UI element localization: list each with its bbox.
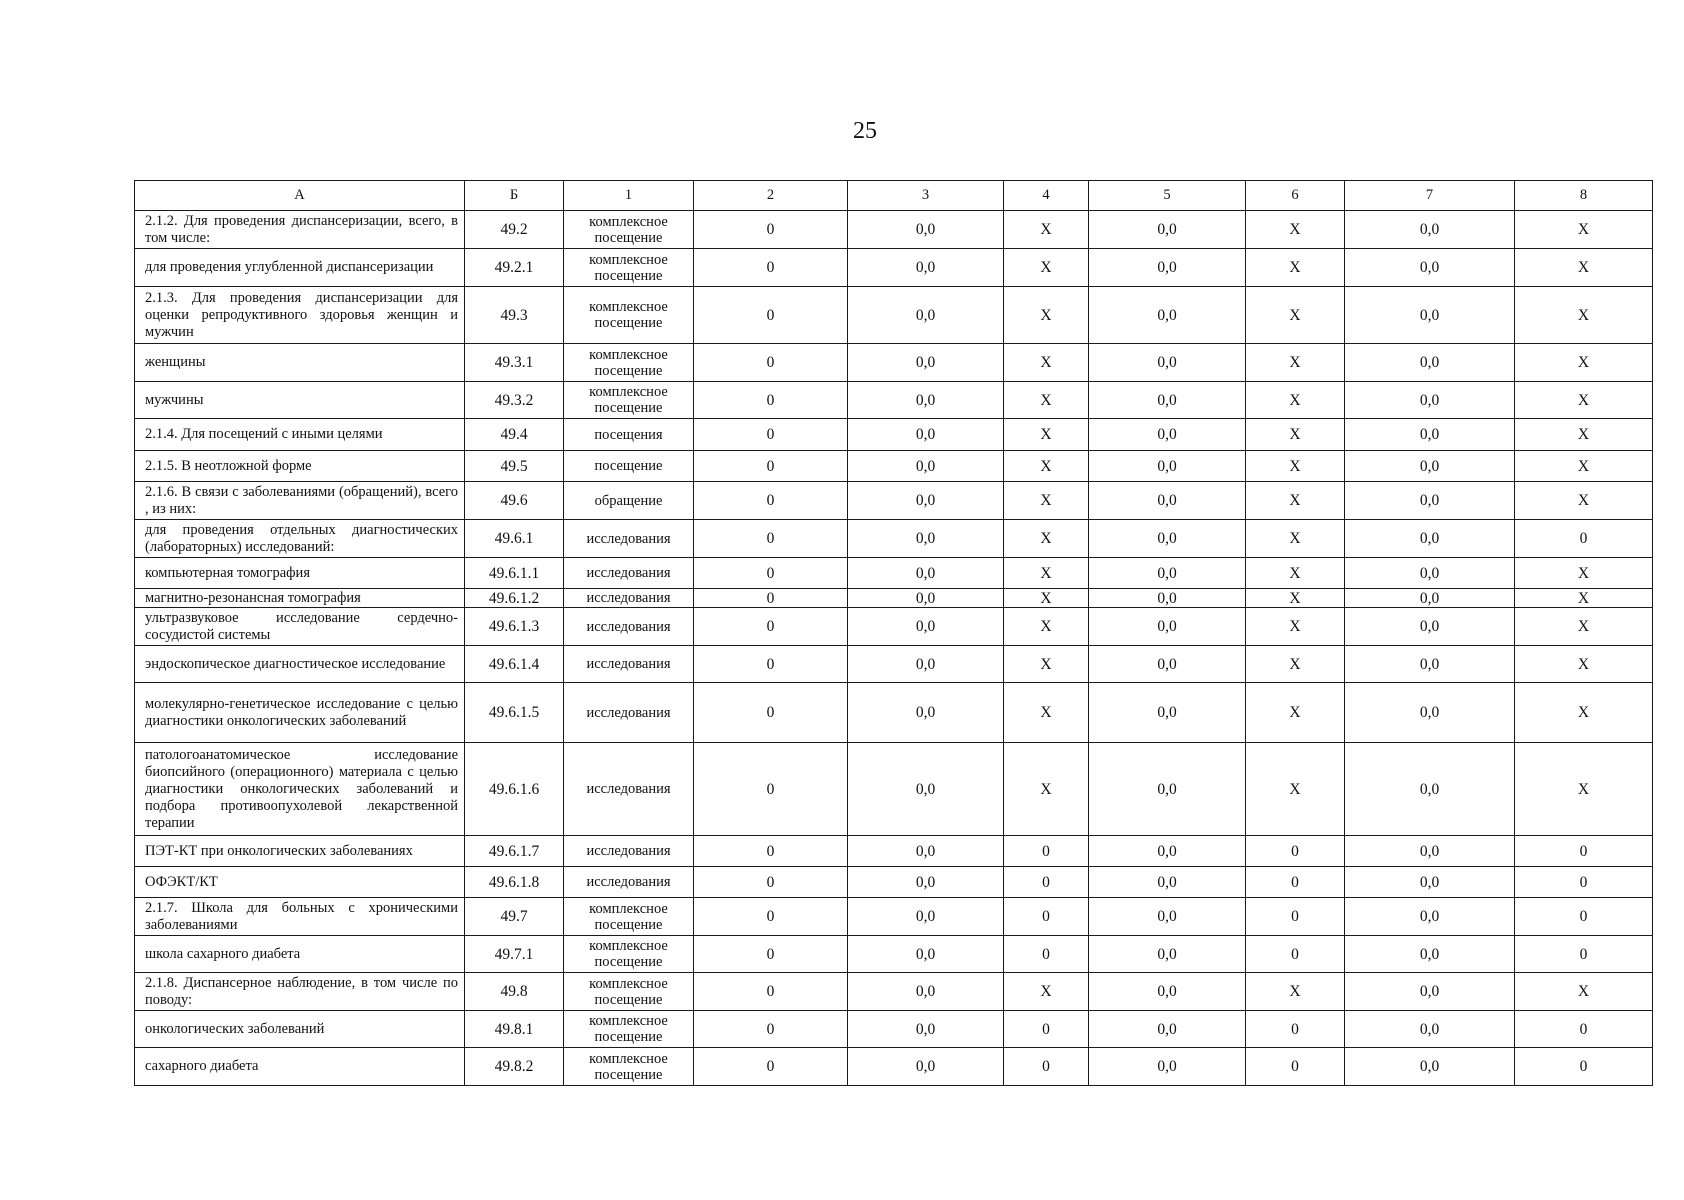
table-row: [135, 973, 1653, 1011]
col4-cell: X: [1004, 419, 1089, 451]
col8-cell: 0: [1515, 898, 1653, 936]
col3-cell: 0,0: [848, 867, 1004, 898]
col5-cell: 0,0: [1089, 683, 1246, 743]
table-row: [135, 608, 1653, 646]
col5-cell: 0,0: [1089, 451, 1246, 482]
col6-cell: X: [1246, 451, 1345, 482]
col4-cell: 0: [1004, 1048, 1089, 1086]
col4-cell: X: [1004, 287, 1089, 344]
row-code-cell: 49.6.1.5: [465, 683, 564, 743]
col5-cell: 0,0: [1089, 936, 1246, 973]
col8-cell: X: [1515, 646, 1653, 683]
header-cell-8: 8: [1515, 181, 1653, 211]
col4-cell: X: [1004, 683, 1089, 743]
col3-cell: 0,0: [848, 482, 1004, 520]
col4-cell: 0: [1004, 867, 1089, 898]
row-unit-cell: исследования: [564, 646, 694, 683]
col8-cell: 0: [1515, 520, 1653, 558]
col8-cell: 0: [1515, 936, 1653, 973]
col2-cell: 0: [694, 608, 848, 646]
col8-cell: X: [1515, 608, 1653, 646]
col4-cell: 0: [1004, 898, 1089, 936]
col2-cell: 0: [694, 344, 848, 382]
col8-cell: X: [1515, 558, 1653, 589]
col7-cell: 0,0: [1345, 344, 1515, 382]
row-code-cell: 49.8.2: [465, 1048, 564, 1086]
row-unit-cell: комплексное посещение: [564, 1011, 694, 1048]
col8-cell: X: [1515, 683, 1653, 743]
col8-cell: 0: [1515, 1011, 1653, 1048]
col6-cell: X: [1246, 743, 1345, 836]
col8-cell: X: [1515, 589, 1653, 608]
col4-cell: X: [1004, 608, 1089, 646]
col5-cell: 0,0: [1089, 287, 1246, 344]
col7-cell: 0,0: [1345, 898, 1515, 936]
col3-cell: 0,0: [848, 419, 1004, 451]
row-unit-cell: комплексное посещение: [564, 287, 694, 344]
col7-cell: 0,0: [1345, 520, 1515, 558]
col6-cell: X: [1246, 608, 1345, 646]
table-row: [135, 836, 1653, 867]
col5-cell: 0,0: [1089, 646, 1246, 683]
row-name-cell: компьютерная томография: [135, 558, 465, 589]
header-cell-b: Б: [465, 181, 564, 211]
row-code-cell: 49.6.1.4: [465, 646, 564, 683]
col4-cell: X: [1004, 973, 1089, 1011]
row-unit-cell: комплексное посещение: [564, 382, 694, 419]
col4-cell: X: [1004, 646, 1089, 683]
col8-cell: 0: [1515, 867, 1653, 898]
row-code-cell: 49.3.2: [465, 382, 564, 419]
row-code-cell: 49.6.1.6: [465, 743, 564, 836]
row-unit-cell: исследования: [564, 520, 694, 558]
col2-cell: 0: [694, 898, 848, 936]
row-unit-cell: обращение: [564, 482, 694, 520]
row-unit-cell: исследования: [564, 836, 694, 867]
row-name-cell: молекулярно-генетическое исследование с целью диагностики онкологических заболеваний: [135, 683, 465, 743]
table-row: [135, 419, 1653, 451]
col3-cell: 0,0: [848, 608, 1004, 646]
col3-cell: 0,0: [848, 382, 1004, 419]
col5-cell: 0,0: [1089, 419, 1246, 451]
col3-cell: 0,0: [848, 743, 1004, 836]
col6-cell: X: [1246, 287, 1345, 344]
header-cell-6: 6: [1246, 181, 1345, 211]
row-unit-cell: исследования: [564, 867, 694, 898]
row-unit-cell: комплексное посещение: [564, 973, 694, 1011]
row-name-cell: 2.1.8. Диспансерное наблюдение, в том числе по поводу:: [135, 973, 465, 1011]
col7-cell: 0,0: [1345, 482, 1515, 520]
col5-cell: 0,0: [1089, 973, 1246, 1011]
row-name-cell: 2.1.7. Школа для больных с хроническими заболеваниями: [135, 898, 465, 936]
col6-cell: 0: [1246, 836, 1345, 867]
col3-cell: 0,0: [848, 558, 1004, 589]
col8-cell: X: [1515, 451, 1653, 482]
table-row: [135, 589, 1653, 608]
col6-cell: 0: [1246, 1011, 1345, 1048]
row-name-cell: школа сахарного диабета: [135, 936, 465, 973]
row-unit-cell: исследования: [564, 589, 694, 608]
col8-cell: X: [1515, 743, 1653, 836]
header-cell-1: 1: [564, 181, 694, 211]
row-code-cell: 49.6: [465, 482, 564, 520]
col3-cell: 0,0: [848, 249, 1004, 287]
col4-cell: 0: [1004, 836, 1089, 867]
table-row: [135, 898, 1653, 936]
col6-cell: X: [1246, 382, 1345, 419]
col6-cell: X: [1246, 646, 1345, 683]
col5-cell: 0,0: [1089, 382, 1246, 419]
col5-cell: 0,0: [1089, 211, 1246, 249]
col2-cell: 0: [694, 1048, 848, 1086]
col5-cell: 0,0: [1089, 1048, 1246, 1086]
col2-cell: 0: [694, 936, 848, 973]
col2-cell: 0: [694, 558, 848, 589]
col8-cell: 0: [1515, 836, 1653, 867]
col5-cell: 0,0: [1089, 344, 1246, 382]
col3-cell: 0,0: [848, 520, 1004, 558]
col2-cell: 0: [694, 211, 848, 249]
col8-cell: X: [1515, 382, 1653, 419]
col4-cell: X: [1004, 249, 1089, 287]
col4-cell: X: [1004, 520, 1089, 558]
row-unit-cell: посещения: [564, 419, 694, 451]
table-row: [135, 1011, 1653, 1048]
col2-cell: 0: [694, 589, 848, 608]
row-name-cell: женщины: [135, 344, 465, 382]
col5-cell: 0,0: [1089, 249, 1246, 287]
col6-cell: X: [1246, 520, 1345, 558]
col2-cell: 0: [694, 287, 848, 344]
row-code-cell: 49.8.1: [465, 1011, 564, 1048]
table-row: [135, 520, 1653, 558]
col7-cell: 0,0: [1345, 249, 1515, 287]
col6-cell: X: [1246, 344, 1345, 382]
col8-cell: 0: [1515, 1048, 1653, 1086]
col3-cell: 0,0: [848, 836, 1004, 867]
row-code-cell: 49.6.1.3: [465, 608, 564, 646]
col2-cell: 0: [694, 1011, 848, 1048]
table-row: [135, 683, 1653, 743]
col7-cell: 0,0: [1345, 1048, 1515, 1086]
col2-cell: 0: [694, 743, 848, 836]
col2-cell: 0: [694, 867, 848, 898]
col5-cell: 0,0: [1089, 520, 1246, 558]
col3-cell: 0,0: [848, 344, 1004, 382]
row-unit-cell: комплексное посещение: [564, 898, 694, 936]
col4-cell: X: [1004, 344, 1089, 382]
row-code-cell: 49.7.1: [465, 936, 564, 973]
row-unit-cell: исследования: [564, 558, 694, 589]
table-row: [135, 382, 1653, 419]
row-code-cell: 49.6.1: [465, 520, 564, 558]
col2-cell: 0: [694, 683, 848, 743]
row-code-cell: 49.6.1.1: [465, 558, 564, 589]
col6-cell: X: [1246, 249, 1345, 287]
row-name-cell: ультразвуковое исследование сердечно-сосудистой системы: [135, 608, 465, 646]
col6-cell: X: [1246, 558, 1345, 589]
header-cell-4: 4: [1004, 181, 1089, 211]
table-row: [135, 867, 1653, 898]
row-code-cell: 49.5: [465, 451, 564, 482]
col7-cell: 0,0: [1345, 451, 1515, 482]
table-row: [135, 344, 1653, 382]
row-name-cell: ПЭТ-КТ при онкологических заболеваниях: [135, 836, 465, 867]
row-unit-cell: комплексное посещение: [564, 936, 694, 973]
table-row: [135, 482, 1653, 520]
col5-cell: 0,0: [1089, 558, 1246, 589]
col2-cell: 0: [694, 249, 848, 287]
row-unit-cell: комплексное посещение: [564, 344, 694, 382]
col6-cell: X: [1246, 482, 1345, 520]
col2-cell: 0: [694, 973, 848, 1011]
col4-cell: 0: [1004, 1011, 1089, 1048]
col7-cell: 0,0: [1345, 1011, 1515, 1048]
col4-cell: X: [1004, 558, 1089, 589]
row-code-cell: 49.2.1: [465, 249, 564, 287]
col7-cell: 0,0: [1345, 836, 1515, 867]
col6-cell: X: [1246, 211, 1345, 249]
row-code-cell: 49.6.1.7: [465, 836, 564, 867]
table-row: [135, 936, 1653, 973]
col5-cell: 0,0: [1089, 743, 1246, 836]
row-code-cell: 49.3.1: [465, 344, 564, 382]
col3-cell: 0,0: [848, 211, 1004, 249]
row-name-cell: 2.1.2. Для проведения диспансеризации, всего, в том числе:: [135, 211, 465, 249]
col7-cell: 0,0: [1345, 936, 1515, 973]
col2-cell: 0: [694, 451, 848, 482]
col8-cell: X: [1515, 287, 1653, 344]
table-row: [135, 451, 1653, 482]
col7-cell: 0,0: [1345, 419, 1515, 451]
col6-cell: X: [1246, 589, 1345, 608]
col7-cell: 0,0: [1345, 382, 1515, 419]
row-unit-cell: комплексное посещение: [564, 1048, 694, 1086]
row-name-cell: мужчины: [135, 382, 465, 419]
page-number: 25: [853, 118, 877, 144]
header-cell-3: 3: [848, 181, 1004, 211]
col2-cell: 0: [694, 482, 848, 520]
col3-cell: 0,0: [848, 973, 1004, 1011]
col3-cell: 0,0: [848, 451, 1004, 482]
row-unit-cell: исследования: [564, 743, 694, 836]
col7-cell: 0,0: [1345, 589, 1515, 608]
col3-cell: 0,0: [848, 287, 1004, 344]
row-unit-cell: исследования: [564, 683, 694, 743]
col2-cell: 0: [694, 419, 848, 451]
col2-cell: 0: [694, 836, 848, 867]
table-row: [135, 558, 1653, 589]
col8-cell: X: [1515, 344, 1653, 382]
col5-cell: 0,0: [1089, 836, 1246, 867]
row-name-cell: магнитно-резонансная томография: [135, 589, 465, 608]
row-name-cell: 2.1.3. Для проведения диспансеризации для оценки репродуктивного здоровья женщин и мужчин: [135, 287, 465, 344]
col5-cell: 0,0: [1089, 482, 1246, 520]
row-name-cell: для проведения углубленной диспансеризации: [135, 249, 465, 287]
col7-cell: 0,0: [1345, 608, 1515, 646]
header-cell-7: 7: [1345, 181, 1515, 211]
col5-cell: 0,0: [1089, 898, 1246, 936]
col4-cell: X: [1004, 743, 1089, 836]
col6-cell: X: [1246, 973, 1345, 1011]
table-row: [135, 1048, 1653, 1086]
row-name-cell: ОФЭКТ/КТ: [135, 867, 465, 898]
row-name-cell: для проведения отдельных диагностических (лабораторных) исследований:: [135, 520, 465, 558]
col5-cell: 0,0: [1089, 608, 1246, 646]
row-unit-cell: комплексное посещение: [564, 211, 694, 249]
col3-cell: 0,0: [848, 936, 1004, 973]
row-code-cell: 49.2: [465, 211, 564, 249]
col4-cell: X: [1004, 451, 1089, 482]
col7-cell: 0,0: [1345, 973, 1515, 1011]
row-name-cell: 2.1.6. В связи с заболеваниями (обращений), всего , из них:: [135, 482, 465, 520]
col6-cell: X: [1246, 419, 1345, 451]
row-name-cell: эндоскопическое диагностическое исследование: [135, 646, 465, 683]
col7-cell: 0,0: [1345, 211, 1515, 249]
header-cell-5: 5: [1089, 181, 1246, 211]
col8-cell: X: [1515, 419, 1653, 451]
col2-cell: 0: [694, 646, 848, 683]
col7-cell: 0,0: [1345, 743, 1515, 836]
col8-cell: X: [1515, 973, 1653, 1011]
col4-cell: X: [1004, 482, 1089, 520]
row-name-cell: онкологических заболеваний: [135, 1011, 465, 1048]
row-code-cell: 49.7: [465, 898, 564, 936]
col3-cell: 0,0: [848, 898, 1004, 936]
col6-cell: 0: [1246, 867, 1345, 898]
row-name-cell: 2.1.5. В неотложной форме: [135, 451, 465, 482]
row-unit-cell: исследования: [564, 608, 694, 646]
col5-cell: 0,0: [1089, 867, 1246, 898]
col5-cell: 0,0: [1089, 589, 1246, 608]
col4-cell: 0: [1004, 936, 1089, 973]
col7-cell: 0,0: [1345, 287, 1515, 344]
col8-cell: X: [1515, 482, 1653, 520]
col7-cell: 0,0: [1345, 867, 1515, 898]
col3-cell: 0,0: [848, 589, 1004, 608]
col7-cell: 0,0: [1345, 646, 1515, 683]
col7-cell: 0,0: [1345, 683, 1515, 743]
row-unit-cell: комплексное посещение: [564, 249, 694, 287]
col4-cell: X: [1004, 589, 1089, 608]
table-row: [135, 249, 1653, 287]
row-unit-cell: посещение: [564, 451, 694, 482]
row-code-cell: 49.6.1.8: [465, 867, 564, 898]
col3-cell: 0,0: [848, 683, 1004, 743]
col3-cell: 0,0: [848, 646, 1004, 683]
col6-cell: 0: [1246, 1048, 1345, 1086]
col4-cell: X: [1004, 211, 1089, 249]
col2-cell: 0: [694, 382, 848, 419]
row-name-cell: 2.1.4. Для посещений с иными целями: [135, 419, 465, 451]
header-row: [135, 181, 1653, 211]
col3-cell: 0,0: [848, 1048, 1004, 1086]
table-row: [135, 743, 1653, 836]
row-name-cell: патологоанатомическое исследование биопсийного (операционного) материала с целью диагностики онкологических заболеваний и подбора противоопухолевой лекарственной терапии: [135, 743, 465, 836]
col6-cell: X: [1246, 683, 1345, 743]
col2-cell: 0: [694, 520, 848, 558]
col7-cell: 0,0: [1345, 558, 1515, 589]
row-name-cell: сахарного диабета: [135, 1048, 465, 1086]
table-row: [135, 211, 1653, 249]
table-row: [135, 287, 1653, 344]
table-body: [135, 211, 1653, 1086]
col4-cell: X: [1004, 382, 1089, 419]
col8-cell: X: [1515, 249, 1653, 287]
row-code-cell: 49.4: [465, 419, 564, 451]
row-code-cell: 49.6.1.2: [465, 589, 564, 608]
col5-cell: 0,0: [1089, 1011, 1246, 1048]
row-code-cell: 49.8: [465, 973, 564, 1011]
col3-cell: 0,0: [848, 1011, 1004, 1048]
table-row: [135, 646, 1653, 683]
col6-cell: 0: [1246, 936, 1345, 973]
header-cell-2: 2: [694, 181, 848, 211]
col8-cell: X: [1515, 211, 1653, 249]
col6-cell: 0: [1246, 898, 1345, 936]
header-cell-a: А: [135, 181, 465, 211]
row-code-cell: 49.3: [465, 287, 564, 344]
data-table: [134, 180, 1653, 1086]
